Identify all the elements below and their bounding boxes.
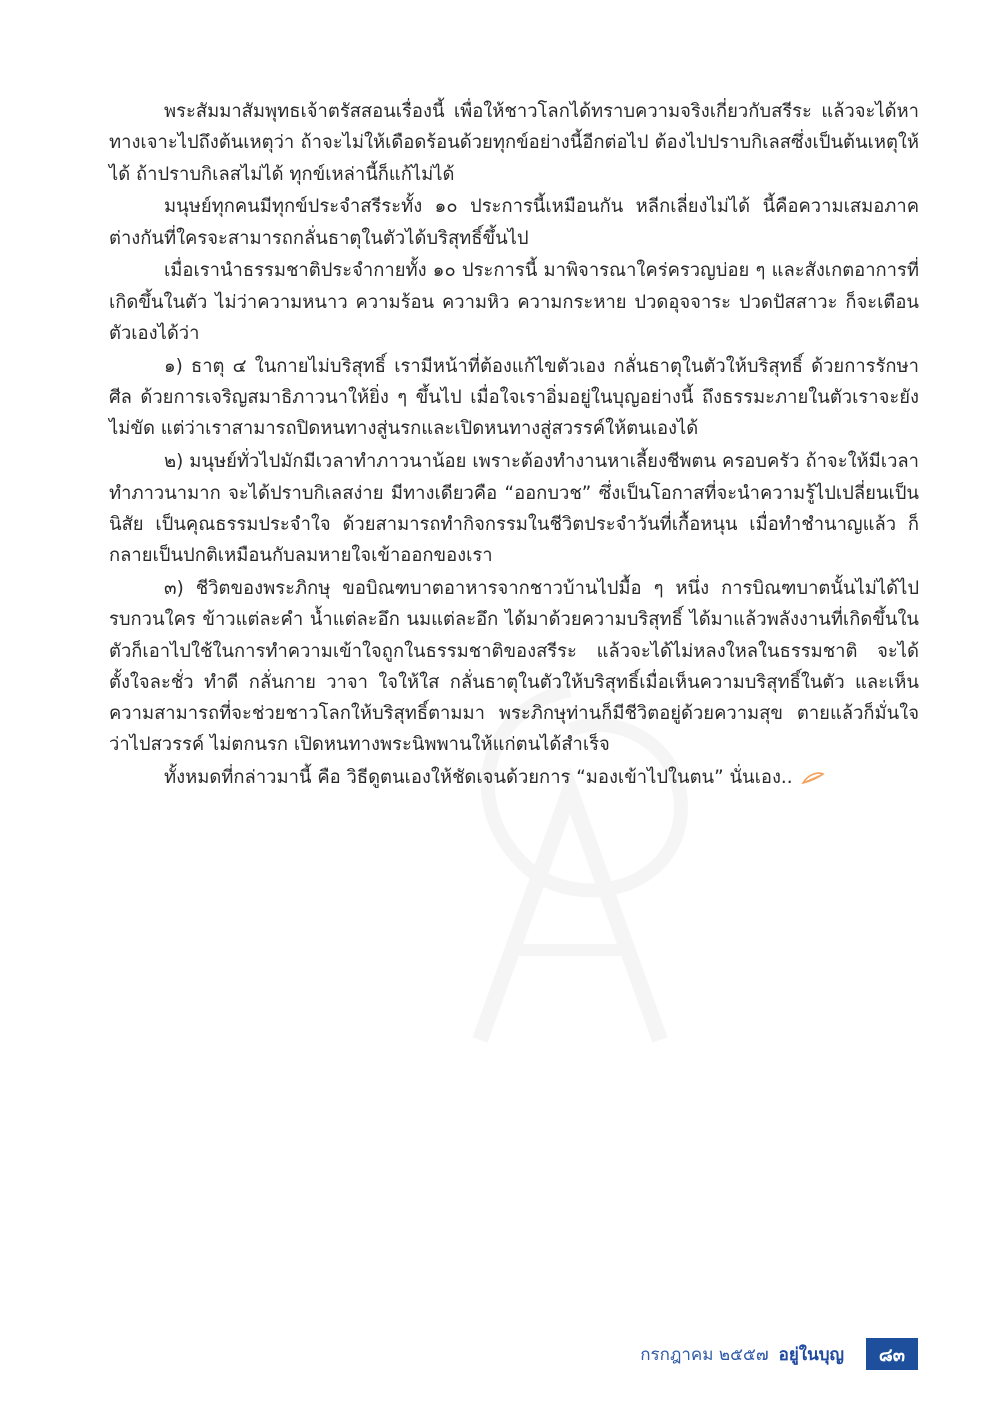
closing-text: ทั้งหมดที่กล่าวมานี้ คือ วิธีดูตนเองให้ชัดเจนด้วยการ “มองเข้าไปในตน” นั่นเอง.. — [164, 767, 793, 789]
page-number: ๘๓ — [878, 1344, 906, 1366]
paragraph-point-2: ๒) มนุษย์ทั่วไปมักมีเวลาทำภาวนาน้อย เพราะต้องทำงานหาเลี้ยงชีพตน ครอบครัว ถ้าจะให้มีเวลาทำภาวนามาก จะได้ปราบกิเลสง่าย มีทางเดียวคือ “ออกบวช” ซึ่งเป็นโอกาสที่จะนำความรู้ไปเปลี่ยนเป็นนิสัย เป็นคุณธรรมประจำใจ ด้วยสามารถทำกิจกรรมในชีวิตประจำวันที่เกื้อหนุน เมื่อทำชำนาญแล้ว ก็กลายเป็นปกติเหมือนกับลมหายใจเข้าออกของเรา — [109, 451, 919, 567]
issue-date: กรกฎาคม ๒๕๕๗ — [640, 1344, 769, 1365]
article-body — [109, 96, 919, 795]
paragraph-equality: มนุษย์ทุกคนมีทุกข์ประจำสรีระทั้ง ๑๐ ประการนี้เหมือนกัน หลีกเลี่ยงไม่ได้ นี้คือความเสมอภาค ต่างกันที่ใครจะสามารถกลั่นธาตุในตัวได้บริสุทธิ์ขึ้นไป — [109, 196, 919, 249]
paragraph-intro: พระสัมมาสัมพุทธเจ้าตรัสสอนเรื่องนี้ เพื่อให้ชาวโลกได้ทราบความจริงเกี่ยวกับสรีระ แล้วจะได้หาทางเจาะไปถึงต้นเหตุว่า ถ้าจะไม่ให้เดือดร้อนด้วยทุกข์อย่างนี้อีกต่อไป ต้องไปปราบกิเลสซึ่งเป็นต้นเหตุให้ได้ ถ้าปราบกิเลสไม่ได้ ทุกข์เหล่านี้ก็แก้ไม่ได้ — [109, 101, 919, 185]
paragraph-point-1: ๑) ธาตุ ๔ ในกายไม่บริสุทธิ์ เรามีหน้าที่ต้องแก้ไขตัวเอง กลั่นธาตุในตัวให้บริสุทธิ์ ด้วยการรักษาศีล ด้วยการเจริญสมาธิภาวนาให้ยิ่ง ๆ ขึ้นไป เมื่อใจเราอิ่มอยู่ในบุญอย่างนี้ ถึงธรรมะภายในตัวเราจะยังไม่ขัด แต่ว่าเราสามารถปิดหนทางสู่นรกและเปิดหนทางสู่สวรรค์ให้ตนเองได้ — [109, 355, 919, 440]
paragraph-point-3: ๓) ชีวิตของพระภิกษุ ขอบิณฑบาตอาหารจากชาวบ้านไปมื้อ ๆ หนึ่ง การบิณฑบาตนั้นไม่ได้ไปรบกวนใคร ข้าวแต่ละคำ น้ำแต่ละอึก นมแต่ละอึก ได้มาด้วยความบริสุทธิ์ ได้มาแล้วพลังงานที่เกิดขึ้นในตัวก็เอาไปใช้ในการทำความเข้าใจถูกในธรรมชาติของสรีระ แล้วจะได้ไม่หลงใหลในธรรมชาติ จะได้ตั้งใจละชั่ว ทำดี กลั่นกาย วาจา ใจให้ใส กลั่นธาตุในตัวให้บริสุทธิ์เมื่อเห็นความบริสุทธิ์ในตัว และเห็นความสามารถที่จะช่วยชาวโลกให้บริสุทธิ์ตามมา พระภิกษุท่านก็มีชีวิตอยู่ด้วยความสุข ตายแล้วก็มั่นใจว่าไปสวรรค์ ไม่ตกนรก เปิดหนทางพระนิพพานให้แก่ตนได้สำเร็จ — [109, 577, 919, 756]
page-number-badge — [866, 1338, 918, 1370]
paragraph-closing — [109, 762, 919, 793]
magazine-title: อยู่ในบุญ — [778, 1344, 844, 1365]
page-footer — [640, 1338, 918, 1370]
end-of-article-icon — [801, 771, 825, 785]
paragraph-reflection: เมื่อเรานำธรรมชาติประจำกายทั้ง ๑๐ ประการนี้ มาพิจารณาใคร่ครวญบ่อย ๆ และสังเกตอาการที่เกิดขึ้นในตัว ไม่ว่าความหนาว ความร้อน ความหิว ความกระหาย ปวดอุจจาระ ปวดปัสสาวะ ก็จะเตือนตัวเองได้ว่า — [109, 260, 919, 345]
